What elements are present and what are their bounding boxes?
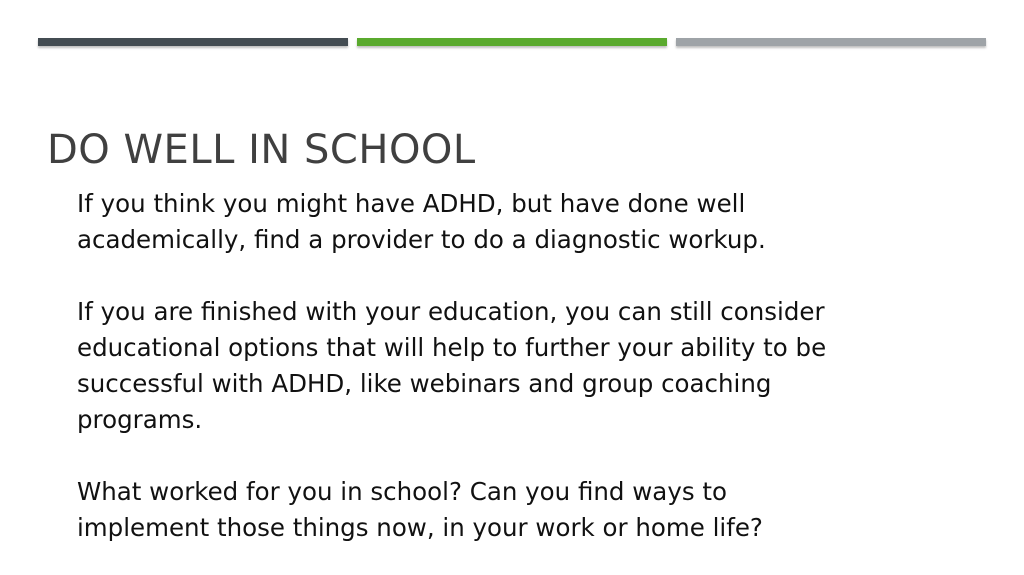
paragraph-adhd-diagnosis (77, 186, 977, 258)
paragraph-line: If you are finished with your education, you can still consider (77, 297, 825, 326)
paragraph-education-options (77, 294, 977, 438)
paragraph-line: What worked for you in school? Can you find ways to (77, 477, 727, 506)
slide-body (77, 186, 977, 575)
accent-bar-dark (38, 38, 348, 46)
paragraph-what-worked (77, 474, 977, 546)
paragraph-line: implement those things now, in your work or home life? (77, 513, 763, 542)
slide-title: DO WELL IN SCHOOL (47, 127, 476, 173)
accent-bar-gray (676, 38, 986, 46)
paragraph-line: academically, find a provider to do a diagnostic workup. (77, 225, 766, 254)
accent-bar-green (357, 38, 667, 46)
paragraph-line: successful with ADHD, like webinars and group coaching (77, 369, 772, 398)
paragraph-line: educational options that will help to further your ability to be (77, 333, 827, 362)
paragraph-line: programs. (77, 405, 203, 434)
paragraph-line: If you think you might have ADHD, but have done well (77, 189, 746, 218)
